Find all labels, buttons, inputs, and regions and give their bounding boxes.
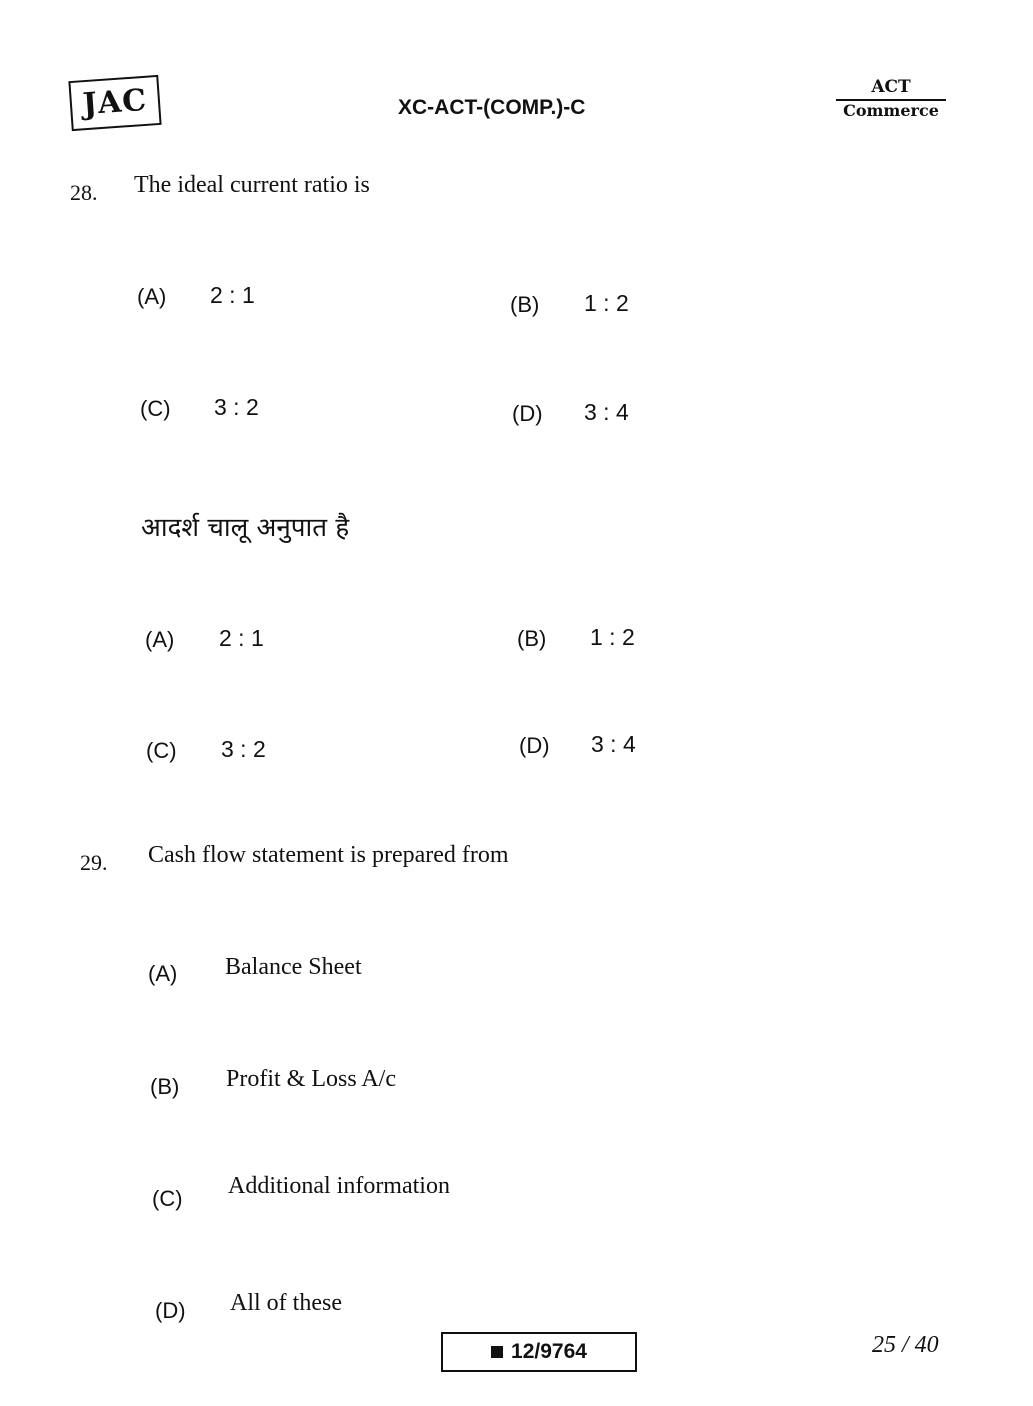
q28-option-c-value: 3 : 2 [214, 394, 259, 420]
q29-option-a-label: (A) [148, 961, 178, 986]
q28-text: The ideal current ratio is [134, 172, 370, 198]
q28-option-a-label: (A) [137, 284, 167, 309]
q28-hindi-option-b-value: 1 : 2 [590, 624, 635, 650]
q28-hindi-option-d-value: 3 : 4 [591, 731, 636, 757]
q28-option-b-value: 1 : 2 [584, 290, 629, 316]
q29-number: 29. [80, 850, 108, 875]
q29-option-c-label: (C) [152, 1186, 183, 1211]
booklet-code: 12/9764 [511, 1340, 587, 1363]
subject-label [832, 76, 950, 121]
page-number: 25 / 40 [872, 1332, 939, 1358]
q28-hindi-option-d-label: (D) [519, 733, 550, 758]
q28-hindi-option-b-label: (B) [517, 626, 547, 651]
q29-option-c-value: Additional information [228, 1173, 450, 1199]
square-bullet-icon [491, 1346, 503, 1358]
q29-option-b-label: (B) [150, 1074, 180, 1099]
q28-hindi-option-c-label: (C) [146, 738, 177, 763]
q29-text: Cash flow statement is prepared from [148, 842, 509, 868]
q28-hindi-option-a-value: 2 : 1 [219, 625, 264, 651]
q28-option-d-value: 3 : 4 [584, 399, 629, 425]
jac-logo: JAC [68, 75, 161, 131]
q29-option-d-value: All of these [230, 1290, 342, 1316]
subject-top: ACT [871, 77, 911, 97]
q28-number: 28. [70, 180, 98, 205]
q28-hindi-option-c-value: 3 : 2 [221, 736, 266, 762]
q28-hindi-option-a-label: (A) [145, 627, 175, 652]
booklet-code-box [441, 1332, 637, 1372]
q28-option-c-label: (C) [140, 396, 171, 421]
q29-option-a-value: Balance Sheet [225, 954, 362, 980]
q28-hindi-text: आदर्श चालू अनुपात है [141, 513, 350, 543]
q29-option-d-label: (D) [155, 1298, 186, 1323]
q28-option-a-value: 2 : 1 [210, 282, 255, 308]
q28-option-d-label: (D) [512, 401, 543, 426]
q28-option-b-label: (B) [510, 292, 540, 317]
paper-code: XC-ACT-(COMP.)-C [398, 96, 586, 119]
subject-bottom: Commerce [843, 101, 939, 120]
q29-option-b-value: Profit & Loss A/c [226, 1066, 397, 1092]
